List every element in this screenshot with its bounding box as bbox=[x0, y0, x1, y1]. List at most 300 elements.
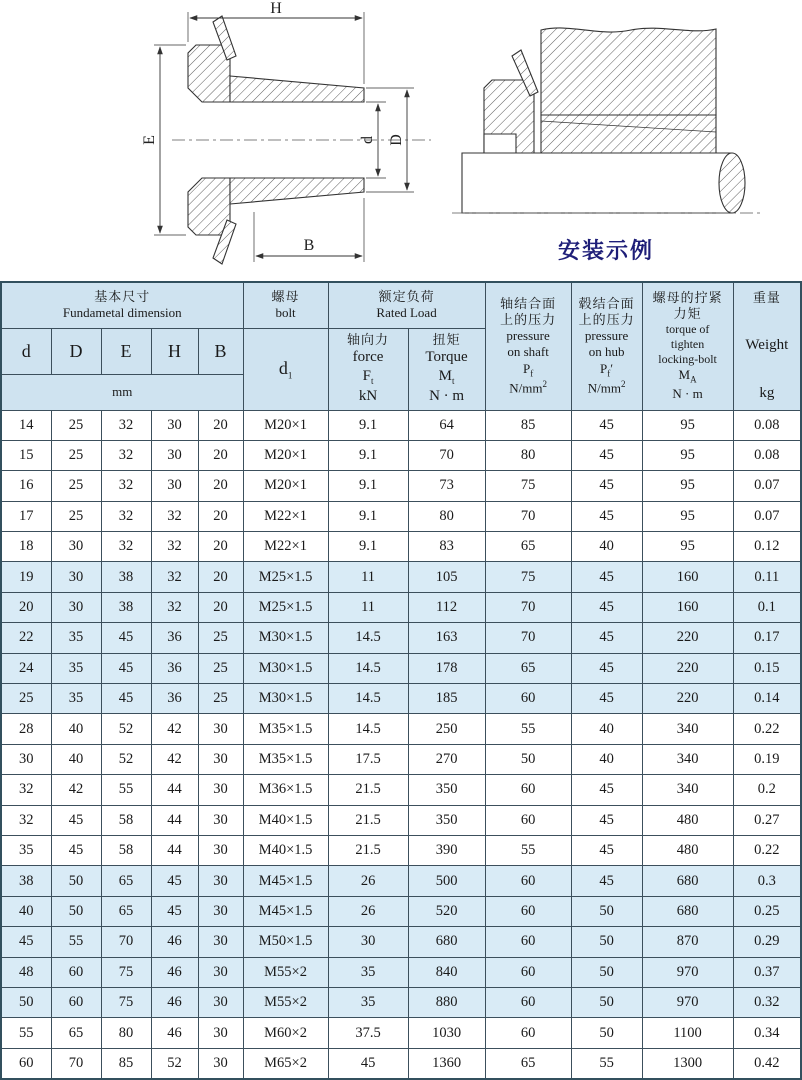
table-cell: 35 bbox=[51, 684, 101, 714]
table-cell: 390 bbox=[408, 835, 485, 865]
table-cell: 55 bbox=[101, 775, 151, 805]
table-cell: 1030 bbox=[408, 1018, 485, 1048]
table-cell: M30×1.5 bbox=[243, 684, 328, 714]
table-cell: 0.22 bbox=[733, 835, 801, 865]
table-cell: 70 bbox=[485, 592, 571, 622]
table-cell: 80 bbox=[408, 501, 485, 531]
figures-area bbox=[0, 0, 800, 281]
table-cell: 30 bbox=[198, 927, 243, 957]
table-row bbox=[1, 623, 801, 653]
table-cell: 95 bbox=[642, 410, 733, 440]
table-cell: 40 bbox=[571, 744, 642, 774]
table-cell: 65 bbox=[101, 866, 151, 896]
table-cell: 45 bbox=[328, 1048, 408, 1079]
table-cell: 0.3 bbox=[733, 866, 801, 896]
table-cell: 0.32 bbox=[733, 987, 801, 1017]
table-cell: 45 bbox=[51, 805, 101, 835]
table-cell: 14.5 bbox=[328, 623, 408, 653]
table-cell: 0.37 bbox=[733, 957, 801, 987]
table-cell: M50×1.5 bbox=[243, 927, 328, 957]
table-cell: 14.5 bbox=[328, 653, 408, 683]
table-cell: 40 bbox=[571, 714, 642, 744]
table-cell: 36 bbox=[151, 653, 198, 683]
table-cell: 0.14 bbox=[733, 684, 801, 714]
table-cell: 250 bbox=[408, 714, 485, 744]
dim-label-H: H bbox=[270, 0, 282, 17]
header-rated-zh: 额定负荷 bbox=[378, 289, 435, 304]
table-cell: M65×2 bbox=[243, 1048, 328, 1079]
table-row bbox=[1, 532, 801, 562]
dim-label-d: d bbox=[359, 136, 376, 144]
table-cell: 0.07 bbox=[733, 471, 801, 501]
table-cell: 30 bbox=[51, 562, 101, 592]
table-cell: 44 bbox=[151, 775, 198, 805]
table-cell: 45 bbox=[571, 653, 642, 683]
table-cell: 55 bbox=[485, 835, 571, 865]
table-cell: M55×2 bbox=[243, 987, 328, 1017]
table-row bbox=[1, 775, 801, 805]
table-cell: 52 bbox=[101, 714, 151, 744]
header-col-D: D bbox=[51, 328, 101, 374]
table-cell: 25 bbox=[198, 684, 243, 714]
table-cell: 26 bbox=[328, 866, 408, 896]
table-cell: 0.12 bbox=[733, 532, 801, 562]
table-cell: 65 bbox=[485, 1048, 571, 1079]
table-cell: 25 bbox=[198, 653, 243, 683]
table-cell: 1100 bbox=[642, 1018, 733, 1048]
table-cell: 30 bbox=[198, 835, 243, 865]
section-drawing bbox=[126, 0, 446, 278]
table-cell: 0.1 bbox=[733, 592, 801, 622]
table-cell: 480 bbox=[642, 805, 733, 835]
table-cell: 75 bbox=[101, 957, 151, 987]
table-cell: 30 bbox=[198, 1048, 243, 1079]
table-cell: 32 bbox=[101, 501, 151, 531]
table-cell: 220 bbox=[642, 653, 733, 683]
header-bolt-zh: 螺母 bbox=[271, 289, 300, 304]
table-cell: 60 bbox=[51, 957, 101, 987]
header-unit-mm: mm bbox=[1, 374, 243, 410]
table-cell: 35 bbox=[51, 653, 101, 683]
table-cell: 45 bbox=[571, 562, 642, 592]
table-cell: 60 bbox=[485, 896, 571, 926]
table-cell: 60 bbox=[1, 1048, 51, 1079]
table-cell: 30 bbox=[198, 957, 243, 987]
table-cell: 35 bbox=[51, 623, 101, 653]
table-cell: 160 bbox=[642, 592, 733, 622]
table-cell: 32 bbox=[1, 805, 51, 835]
table-cell: M25×1.5 bbox=[243, 592, 328, 622]
table-cell: 24 bbox=[1, 653, 51, 683]
shaft bbox=[462, 153, 732, 213]
table-cell: 11 bbox=[328, 592, 408, 622]
table-cell: 30 bbox=[198, 744, 243, 774]
table-cell: 32 bbox=[101, 410, 151, 440]
table-cell: 60 bbox=[485, 775, 571, 805]
table-cell: 60 bbox=[485, 805, 571, 835]
table-cell: 45 bbox=[51, 835, 101, 865]
table-cell: 58 bbox=[101, 805, 151, 835]
table-cell: 35 bbox=[1, 835, 51, 865]
table-cell: 48 bbox=[1, 957, 51, 987]
table-cell: 40 bbox=[51, 714, 101, 744]
table-cell: 45 bbox=[571, 805, 642, 835]
table-cell: 0.07 bbox=[733, 501, 801, 531]
table-row bbox=[1, 835, 801, 865]
table-cell: 70 bbox=[101, 927, 151, 957]
table-cell: 50 bbox=[571, 957, 642, 987]
table-cell: 32 bbox=[151, 501, 198, 531]
table-cell: M40×1.5 bbox=[243, 835, 328, 865]
header-tighten-torque: 螺母的拧紧 力矩 torque of tighten locking-bolt $M_A$ N · m bbox=[642, 282, 733, 410]
sleeve-bottom bbox=[230, 178, 364, 204]
header-pressure-hub: 毂结合面 上的压力 pressure on hub $P_f'$ $N/mm^2$ bbox=[571, 282, 642, 410]
sleeve-top bbox=[230, 76, 364, 102]
table-cell: 70 bbox=[485, 623, 571, 653]
table-cell: 1360 bbox=[408, 1048, 485, 1079]
table-cell: 9.1 bbox=[328, 440, 408, 470]
table-cell: 44 bbox=[151, 805, 198, 835]
table-row bbox=[1, 410, 801, 440]
table-cell: 50 bbox=[571, 927, 642, 957]
table-cell: 75 bbox=[101, 987, 151, 1017]
table-cell: 45 bbox=[571, 471, 642, 501]
header-rated-load bbox=[328, 282, 485, 328]
table-cell: 45 bbox=[571, 684, 642, 714]
table-cell: 25 bbox=[198, 623, 243, 653]
table-cell: 37.5 bbox=[328, 1018, 408, 1048]
table-cell: M36×1.5 bbox=[243, 775, 328, 805]
table-cell: 0.27 bbox=[733, 805, 801, 835]
table-cell: 970 bbox=[642, 957, 733, 987]
installation-caption: 安装示例 bbox=[557, 238, 654, 263]
table-cell: 20 bbox=[198, 501, 243, 531]
table-cell: 25 bbox=[1, 684, 51, 714]
table-cell: 80 bbox=[485, 440, 571, 470]
table-cell: 17.5 bbox=[328, 744, 408, 774]
table-cell: 64 bbox=[408, 410, 485, 440]
header-bolt-en: bolt bbox=[275, 305, 296, 321]
table-cell: 840 bbox=[408, 957, 485, 987]
table-cell: 30 bbox=[328, 927, 408, 957]
table-cell: 65 bbox=[485, 653, 571, 683]
table-cell: M30×1.5 bbox=[243, 653, 328, 683]
table-cell: 45 bbox=[571, 866, 642, 896]
header-torque: 扭矩 Torque $M_t$ N · m bbox=[408, 328, 485, 410]
table-cell: 28 bbox=[1, 714, 51, 744]
table-cell: 26 bbox=[328, 896, 408, 926]
table-cell: 350 bbox=[408, 775, 485, 805]
spec-table-body bbox=[1, 410, 801, 1079]
table-cell: 25 bbox=[51, 471, 101, 501]
table-cell: 40 bbox=[51, 744, 101, 774]
table-cell: 0.2 bbox=[733, 775, 801, 805]
table-cell: 60 bbox=[51, 987, 101, 1017]
table-cell: 30 bbox=[198, 866, 243, 896]
dim-label-B: B bbox=[303, 237, 315, 254]
table-cell: 14 bbox=[1, 410, 51, 440]
table-cell: 38 bbox=[1, 866, 51, 896]
table-cell: 25 bbox=[51, 410, 101, 440]
table-cell: 480 bbox=[642, 835, 733, 865]
table-cell: 46 bbox=[151, 957, 198, 987]
table-cell: 75 bbox=[485, 562, 571, 592]
table-cell: 20 bbox=[198, 440, 243, 470]
table-cell: 30 bbox=[151, 410, 198, 440]
table-cell: 0.08 bbox=[733, 440, 801, 470]
table-cell: 0.34 bbox=[733, 1018, 801, 1048]
table-cell: 220 bbox=[642, 623, 733, 653]
table-row bbox=[1, 714, 801, 744]
table-cell: 40 bbox=[571, 532, 642, 562]
table-cell: 70 bbox=[485, 501, 571, 531]
table-cell: 50 bbox=[571, 1018, 642, 1048]
table-cell: 178 bbox=[408, 653, 485, 683]
table-cell: 22 bbox=[1, 623, 51, 653]
table-cell: 30 bbox=[51, 592, 101, 622]
table-cell: M60×2 bbox=[243, 1018, 328, 1048]
table-cell: 95 bbox=[642, 532, 733, 562]
header-pressure-shaft: 轴结合面 上的压力 pressure on shaft $P_f$ $N/mm^2$ bbox=[485, 282, 571, 410]
table-cell: 19 bbox=[1, 562, 51, 592]
table-cell: 36 bbox=[151, 684, 198, 714]
table-cell: 46 bbox=[151, 1018, 198, 1048]
table-row bbox=[1, 987, 801, 1017]
table-cell: 50 bbox=[51, 896, 101, 926]
header-d1: $d_1$ bbox=[243, 328, 328, 410]
table-cell: 50 bbox=[571, 987, 642, 1017]
table-cell: 46 bbox=[151, 987, 198, 1017]
table-row bbox=[1, 805, 801, 835]
table-row bbox=[1, 866, 801, 896]
table-row bbox=[1, 1048, 801, 1079]
table-cell: 70 bbox=[408, 440, 485, 470]
table-cell: 45 bbox=[571, 501, 642, 531]
table-cell: 60 bbox=[485, 927, 571, 957]
table-cell: 0.19 bbox=[733, 744, 801, 774]
table-cell: 14.5 bbox=[328, 684, 408, 714]
table-cell: 30 bbox=[198, 714, 243, 744]
table-cell: 32 bbox=[101, 440, 151, 470]
table-cell: 30 bbox=[198, 1018, 243, 1048]
table-cell: 85 bbox=[101, 1048, 151, 1079]
table-row bbox=[1, 927, 801, 957]
table-cell: 55 bbox=[571, 1048, 642, 1079]
header-col-B: B bbox=[198, 328, 243, 374]
table-cell: 52 bbox=[101, 744, 151, 774]
table-cell: 350 bbox=[408, 805, 485, 835]
header-basic-zh: 基本尺寸 bbox=[94, 289, 151, 304]
table-cell: M35×1.5 bbox=[243, 744, 328, 774]
table-cell: 25 bbox=[51, 501, 101, 531]
table-cell: 60 bbox=[485, 684, 571, 714]
table-cell: 0.17 bbox=[733, 623, 801, 653]
table-cell: 163 bbox=[408, 623, 485, 653]
table-row bbox=[1, 896, 801, 926]
table-cell: 35 bbox=[328, 957, 408, 987]
table-cell: 32 bbox=[101, 532, 151, 562]
table-cell: 9.1 bbox=[328, 471, 408, 501]
table-cell: 9.1 bbox=[328, 501, 408, 531]
table-cell: 0.15 bbox=[733, 653, 801, 683]
header-bolt bbox=[243, 282, 328, 328]
table-cell: 32 bbox=[101, 471, 151, 501]
table-cell: 30 bbox=[51, 532, 101, 562]
table-row bbox=[1, 440, 801, 470]
table-row bbox=[1, 471, 801, 501]
washer-step bbox=[484, 134, 516, 153]
table-cell: 42 bbox=[151, 744, 198, 774]
table-cell: 38 bbox=[101, 592, 151, 622]
table-cell: 60 bbox=[485, 1018, 571, 1048]
table-cell: 85 bbox=[485, 410, 571, 440]
table-cell: 46 bbox=[151, 927, 198, 957]
table-cell: 21.5 bbox=[328, 835, 408, 865]
table-cell: 60 bbox=[485, 987, 571, 1017]
table-cell: 9.1 bbox=[328, 532, 408, 562]
table-cell: 32 bbox=[1, 775, 51, 805]
table-cell: 45 bbox=[571, 623, 642, 653]
table-cell: 30 bbox=[198, 775, 243, 805]
table-cell: 50 bbox=[1, 987, 51, 1017]
table-cell: 73 bbox=[408, 471, 485, 501]
table-cell: 45 bbox=[571, 410, 642, 440]
table-cell: 185 bbox=[408, 684, 485, 714]
table-cell: 52 bbox=[151, 1048, 198, 1079]
table-cell: 0.08 bbox=[733, 410, 801, 440]
table-cell: M25×1.5 bbox=[243, 562, 328, 592]
sleeve-section bbox=[541, 115, 716, 153]
table-cell: 95 bbox=[642, 471, 733, 501]
table-row bbox=[1, 1018, 801, 1048]
table-cell: 65 bbox=[51, 1018, 101, 1048]
header-rated-en: Rated Load bbox=[376, 305, 437, 321]
table-cell: 35 bbox=[328, 987, 408, 1017]
table-cell: M55×2 bbox=[243, 957, 328, 987]
table-cell: M20×1 bbox=[243, 471, 328, 501]
nut-flange-top bbox=[188, 45, 230, 102]
table-cell: 75 bbox=[485, 471, 571, 501]
table-cell: 220 bbox=[642, 684, 733, 714]
table-cell: 36 bbox=[151, 623, 198, 653]
table-cell: 83 bbox=[408, 532, 485, 562]
table-cell: 680 bbox=[642, 866, 733, 896]
table-cell: 18 bbox=[1, 532, 51, 562]
table-cell: 60 bbox=[485, 866, 571, 896]
table-cell: 20 bbox=[198, 592, 243, 622]
table-cell: 45 bbox=[101, 623, 151, 653]
table-cell: 500 bbox=[408, 866, 485, 896]
table-cell: 58 bbox=[101, 835, 151, 865]
table-cell: 95 bbox=[642, 440, 733, 470]
nut-flange-bottom bbox=[188, 178, 230, 235]
table-cell: 32 bbox=[151, 562, 198, 592]
table-cell: 11 bbox=[328, 562, 408, 592]
table-row bbox=[1, 744, 801, 774]
installation-drawing bbox=[446, 20, 766, 232]
table-cell: 340 bbox=[642, 775, 733, 805]
table-cell: 40 bbox=[1, 896, 51, 926]
table-cell: 340 bbox=[642, 714, 733, 744]
table-cell: 45 bbox=[151, 896, 198, 926]
header-weight: 重量 Weight kg bbox=[733, 282, 801, 410]
table-cell: 30 bbox=[1, 744, 51, 774]
table-cell: 160 bbox=[642, 562, 733, 592]
header-col-H: H bbox=[151, 328, 198, 374]
table-cell: 870 bbox=[642, 927, 733, 957]
table-cell: 20 bbox=[198, 471, 243, 501]
table-cell: 0.22 bbox=[733, 714, 801, 744]
table-cell: 55 bbox=[51, 927, 101, 957]
table-cell: 14.5 bbox=[328, 714, 408, 744]
table-cell: 30 bbox=[151, 471, 198, 501]
table-cell: 45 bbox=[151, 866, 198, 896]
table-cell: 50 bbox=[485, 744, 571, 774]
table-cell: 270 bbox=[408, 744, 485, 774]
header-axial-force: 轴向力 force $F_t$ kN bbox=[328, 328, 408, 410]
table-cell: M40×1.5 bbox=[243, 805, 328, 835]
table-cell: 20 bbox=[198, 410, 243, 440]
table-cell: 95 bbox=[642, 501, 733, 531]
table-cell: 45 bbox=[571, 775, 642, 805]
table-cell: M20×1 bbox=[243, 440, 328, 470]
table-cell: 0.25 bbox=[733, 896, 801, 926]
table-cell: 32 bbox=[151, 592, 198, 622]
table-cell: 45 bbox=[571, 835, 642, 865]
table-cell: 42 bbox=[151, 714, 198, 744]
table-cell: 0.11 bbox=[733, 562, 801, 592]
table-cell: 30 bbox=[198, 987, 243, 1017]
table-cell: 42 bbox=[51, 775, 101, 805]
table-cell: M30×1.5 bbox=[243, 623, 328, 653]
table-cell: 105 bbox=[408, 562, 485, 592]
table-cell: 21.5 bbox=[328, 805, 408, 835]
shaft-end bbox=[719, 153, 745, 213]
table-cell: M45×1.5 bbox=[243, 896, 328, 926]
table-cell: 45 bbox=[101, 653, 151, 683]
table-cell: 44 bbox=[151, 835, 198, 865]
table-cell: 30 bbox=[151, 440, 198, 470]
table-cell: 20 bbox=[198, 532, 243, 562]
table-cell: 20 bbox=[1, 592, 51, 622]
table-cell: M22×1 bbox=[243, 532, 328, 562]
header-basic-dimension bbox=[1, 282, 243, 328]
header-col-d: d bbox=[1, 328, 51, 374]
table-cell: 50 bbox=[51, 866, 101, 896]
table-row bbox=[1, 653, 801, 683]
table-cell: 30 bbox=[198, 805, 243, 835]
table-cell: 45 bbox=[1, 927, 51, 957]
header-col-E: E bbox=[101, 328, 151, 374]
table-cell: 340 bbox=[642, 744, 733, 774]
table-cell: 21.5 bbox=[328, 775, 408, 805]
table-cell: M45×1.5 bbox=[243, 866, 328, 896]
table-cell: 32 bbox=[151, 532, 198, 562]
table-cell: 45 bbox=[101, 684, 151, 714]
table-cell: M35×1.5 bbox=[243, 714, 328, 744]
table-cell: 0.29 bbox=[733, 927, 801, 957]
spec-table bbox=[0, 281, 802, 1080]
table-cell: 80 bbox=[101, 1018, 151, 1048]
header-basic-en: Fundametal dimension bbox=[62, 305, 182, 321]
table-cell: 45 bbox=[571, 592, 642, 622]
table-cell: M20×1 bbox=[243, 410, 328, 440]
table-cell: 0.42 bbox=[733, 1048, 801, 1079]
dim-label-E: E bbox=[141, 135, 158, 145]
table-cell: 520 bbox=[408, 896, 485, 926]
table-cell: M22×1 bbox=[243, 501, 328, 531]
table-cell: 16 bbox=[1, 471, 51, 501]
